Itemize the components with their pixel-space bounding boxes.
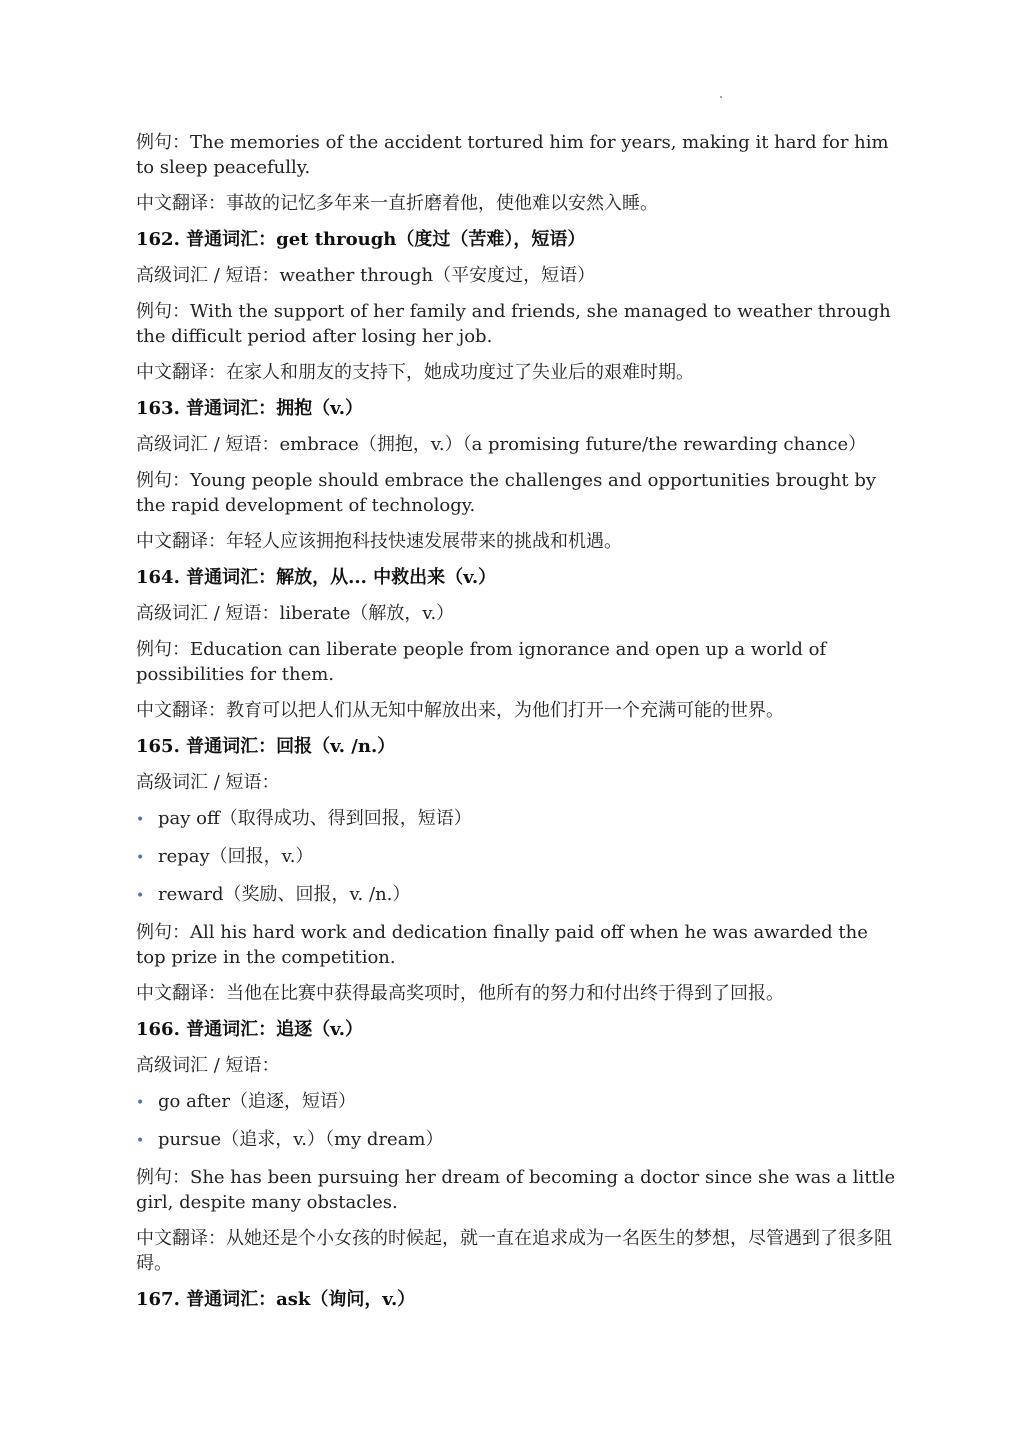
translation-165: 中文翻译：当他在比赛中获得最高奖项时，他所有的努力和付出终于得到了回报。 xyxy=(136,983,784,1004)
advanced-162: 高级词汇 / 短语：weather through（平安度过，短语） xyxy=(136,265,596,286)
heading-163: 163. 普通词汇：拥抱（v.） xyxy=(136,398,364,419)
advanced-163: 高级词汇 / 短语：embrace（拥抱，v.）（a promising future/the rewarding chance） xyxy=(136,434,867,455)
document-page xyxy=(136,130,896,1323)
page-mark xyxy=(720,96,722,98)
bullet-dot-icon: • xyxy=(136,1133,145,1149)
bullet-item xyxy=(136,882,896,909)
heading-164: 164. 普通词汇：解放，从... 中救出来（v.） xyxy=(136,567,497,588)
bullet-text: pursue（追求，v.）（my dream） xyxy=(158,1129,444,1150)
bullet-text: repay（回报，v.） xyxy=(158,846,314,867)
bullet-dot-icon: • xyxy=(136,1095,145,1111)
advanced-166: 高级词汇 / 短语： xyxy=(136,1055,280,1076)
bullet-text: go after（追逐，短语） xyxy=(158,1091,356,1112)
translation-163: 中文翻译：年轻人应该拥抱科技快速发展带来的挑战和机遇。 xyxy=(136,531,622,552)
heading-162: 162. 普通词汇：get through（度过（苦难），短语） xyxy=(136,229,586,250)
advanced-164: 高级词汇 / 短语：liberate（解放，v.） xyxy=(136,603,455,624)
example-164: 例句：Education can liberate people from ignorance and open up a world of possibilities for them. xyxy=(136,639,827,685)
bullet-dot-icon: • xyxy=(136,888,145,904)
example-161: 例句：The memories of the accident tortured him for years, making it hard for him to sleep peacefully. xyxy=(136,132,889,178)
example-165: 例句：All his hard work and dedication finally paid off when he was awarded the top prize in the competition. xyxy=(136,922,868,968)
bullet-dot-icon: • xyxy=(136,850,145,866)
translation-161: 中文翻译：事故的记忆多年来一直折磨着他，使他难以安然入睡。 xyxy=(136,193,658,214)
translation-164: 中文翻译：教育可以把人们从无知中解放出来，为他们打开一个充满可能的世界。 xyxy=(136,700,784,721)
bullet-item xyxy=(136,1127,896,1154)
bullet-item xyxy=(136,844,896,871)
bullet-item xyxy=(136,1089,896,1116)
heading-165: 165. 普通词汇：回报（v. /n.） xyxy=(136,736,396,757)
heading-166: 166. 普通词汇：追逐（v.） xyxy=(136,1019,364,1040)
example-166: 例句：She has been pursuing her dream of becoming a doctor since she was a little girl, despite many obstacles. xyxy=(136,1167,896,1213)
bullet-dot-icon: • xyxy=(136,812,145,828)
bullet-text: pay off（取得成功、得到回报，短语） xyxy=(158,808,472,829)
example-163: 例句：Young people should embrace the challenges and opportunities brought by the rapid development of technology. xyxy=(136,470,877,516)
heading-167: 167. 普通词汇：ask（询问，v.） xyxy=(136,1289,416,1310)
translation-162: 中文翻译：在家人和朋友的支持下，她成功度过了失业后的艰难时期。 xyxy=(136,362,694,383)
bullet-item xyxy=(136,806,896,833)
example-162: 例句：With the support of her family and friends, she managed to weather through the difficult period after losing her job. xyxy=(136,301,891,347)
translation-166: 中文翻译：从她还是个小女孩的时候起，就一直在追求成为一名医生的梦想，尽管遇到了很多阻碍。 xyxy=(136,1228,892,1274)
bullet-text: reward（奖励、回报，v. /n.） xyxy=(158,884,411,905)
advanced-165: 高级词汇 / 短语： xyxy=(136,772,280,793)
